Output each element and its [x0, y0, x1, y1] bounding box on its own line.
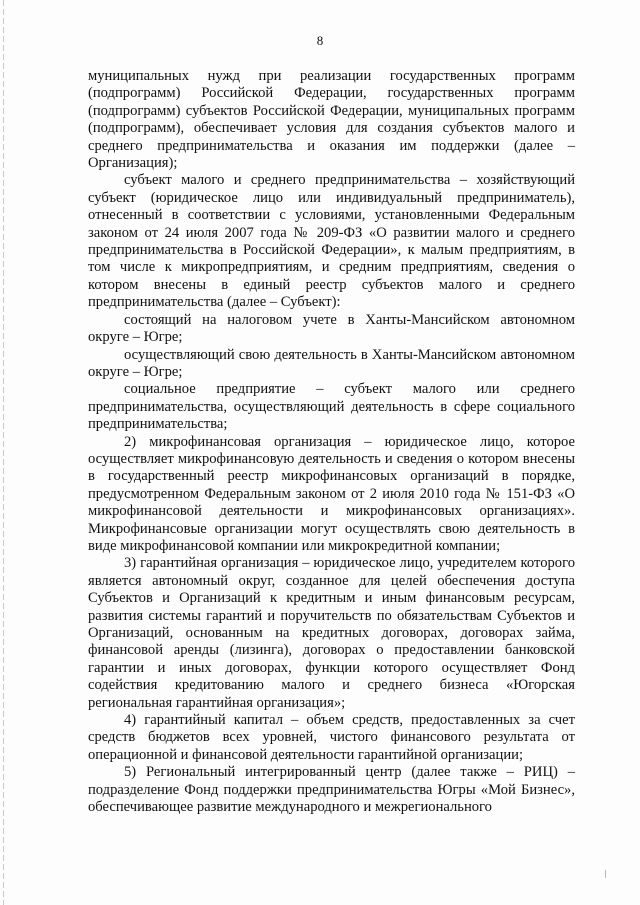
paragraph-8: 4) гарантийный капитал – объем средств, предоставленных за счет средств бюджетов всех уровней, чистого финансового результата от операционной и финансовой деятельности гарантийной организации;	[88, 712, 575, 763]
document-body	[88, 68, 575, 816]
paragraph-1: муниципальных нужд при реализации государственных программ (подпрограмм) Российской Федерации, государственных программ (подпрограмм) субъектов Российской Федерации, муниципальных программ (подпрограмм), обеспечивает условия для создания субъектов малого и среднего предпринимательства и оказания им поддержки (далее – Организация);	[88, 68, 575, 172]
paragraph-4: осуществляющий свою деятельность в Ханты-Мансийском автономном округе – Югре;	[88, 346, 575, 380]
paragraph-5: социальное предприятие – субъект малого или среднего предпринимательства, осуществляющий деятельность в сфере социального предпринимательства;	[88, 381, 575, 433]
paragraph-2: субъект малого и среднего предпринимательства – хозяйствующий субъект (юридическое лицо или индивидуальный предприниматель), отнесенный в соответствии с условиями, установленными Федеральным законом от 24 июля 2007 года № 209-ФЗ «О развитии малого и среднего предпринимательства в Российской Федерации», к малым предприятиям, в том числе к микропредприятиям, и средним предприятиям, сведения о котором внесены в единый реестр субъектов малого и среднего предпринимательства (далее – Субъект):	[88, 172, 575, 311]
paragraph-6: 2) микрофинансовая организация – юридическое лицо, которое осуществляет микрофинансовую деятельность и сведения о котором внесены в государственный реестр микрофинансовых организаций в порядке, предусмотренном Федеральным законом от 2 июля 2010 года № 151-ФЗ «О микрофинансовой деятельности и микрофинансовых организациях». Микрофинансовые организации могут осуществлять свою деятельность в виде микрофинансовой компании или микрокредитной компании;	[88, 433, 575, 554]
page-number: 8	[316, 33, 324, 48]
paragraph-9: 5) Региональный интегрированный центр (далее также – РИЦ) – подразделение Фонд поддержки предпринимательства Югры «Мой Бизнес», обеспечивающее развитие международного и межрегионального	[88, 764, 575, 816]
scan-edge	[3, 0, 4, 905]
paragraph-3: состоящий на налоговом учете в Ханты-Мансийском автономном округе – Югре;	[88, 311, 575, 346]
paragraph-7: 3) гарантийная организация – юридическое лицо, учредителем которого является автономный округ, созданное для целей обеспечения доступа Субъектов и Организаций к кредитным и иным финансовым ресурсам, развития системы гарантий и поручительств по обязательствам Субъектов и Организаций, основанным на кредитных договорах, договорах займа, финансовой аренды (лизинга), договорах о предоставлении банковской гарантии и иных договорах, функции которого осуществляет Фонд содействия кредитованию малого и среднего бизнеса «Югорская региональная гарантийная организация»;	[88, 555, 575, 711]
scan-mark: ∕	[601, 869, 610, 880]
